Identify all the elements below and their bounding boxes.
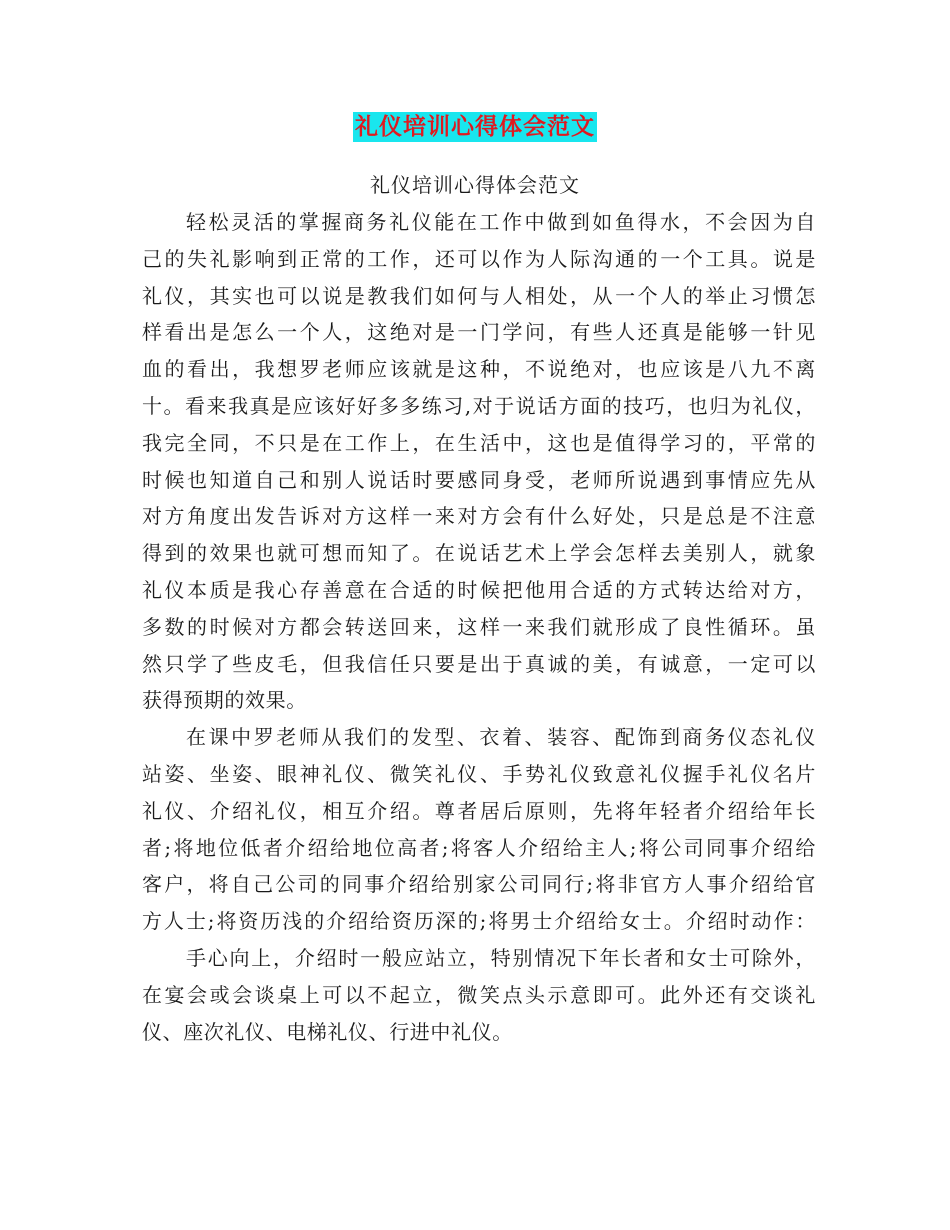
text-line: 在课中罗老师从我们的发型、衣着、装容、配饰到商务仪态礼仪	[186, 725, 816, 750]
text-line: 手心向上，介绍时一般应站立，特别情况下年长者和女士可除外，	[186, 945, 816, 970]
text-line: 多数的时候对方都会转送回来，这样一来我们就形成了良性循环。虽	[142, 614, 816, 639]
text-line: 血的看出，我想罗老师应该就是这种，不说绝对，也应该是八九不离	[142, 357, 816, 382]
text-line: 然只学了些皮毛，但我信任只要是出于真诚的美，有诚意，一定可以	[142, 651, 816, 676]
text-line: 站姿、坐姿、眼神礼仪、微笑礼仪、手势礼仪致意礼仪握手礼仪名片	[142, 761, 816, 786]
text-line: 己的失礼影响到正常的工作，还可以作为人际沟通的一个工具。说是	[142, 246, 816, 271]
text-line: 客户，将自己公司的同事介绍给别家公司同行;将非官方人事介绍给官	[142, 872, 816, 897]
document-title: 礼仪培训心得体会范文	[355, 114, 595, 140]
text-line: 者;将地位低者介绍给地位高者;将客人介绍给主人;将公司同事介绍给	[142, 835, 816, 860]
text-line: 获得预期的效果。	[142, 688, 307, 713]
text-line: 样看出是怎么一个人，这绝对是一门学问，有些人还真是能够一针见	[142, 320, 816, 345]
text-line: 轻松灵活的掌握商务礼仪能在工作中做到如鱼得水，不会因为自	[186, 210, 816, 234]
text-line: 礼仪、介绍礼仪，相互介绍。尊者居后原则，先将年轻者介绍给年长	[142, 798, 816, 823]
text-line: 方人士;将资历浅的介绍给资历深的;将男士介绍给女士。介绍时动作：	[142, 909, 816, 934]
text-line: 时候也知道自己和别人说话时要感同身受，老师所说遇到事情应先从	[142, 467, 816, 492]
body-text	[142, 204, 816, 1050]
text-line: 我完全同，不只是在工作上，在生活中，这也是值得学习的，平常的	[142, 430, 816, 455]
text-line: 得到的效果也就可想而知了。在说话艺术上学会怎样去美别人，就象	[142, 541, 816, 566]
text-line: 在宴会或会谈桌上可以不起立，微笑点头示意即可。此外还有交谈礼	[142, 982, 816, 1007]
text-line: 礼仪本质是我心存善意在合适的时候把他用合适的方式转达给对方，	[142, 577, 816, 602]
document-subtitle: 礼仪培训心得体会范文	[370, 173, 580, 197]
text-line: 礼仪，其实也可以说是教我们如何与人相处，从一个人的举止习惯怎	[142, 283, 816, 308]
text-line: 对方角度出发告诉对方这样一来对方会有什么好处，只是总是不注意	[142, 504, 816, 529]
title-wrap	[0, 112, 950, 142]
text-line: 仪、座次礼仪、电梯礼仪、行进中礼仪。	[142, 1019, 513, 1044]
text-line: 十。看来我真是应该好好多多练习,对于说话方面的技巧，也归为礼仪，	[142, 393, 816, 418]
